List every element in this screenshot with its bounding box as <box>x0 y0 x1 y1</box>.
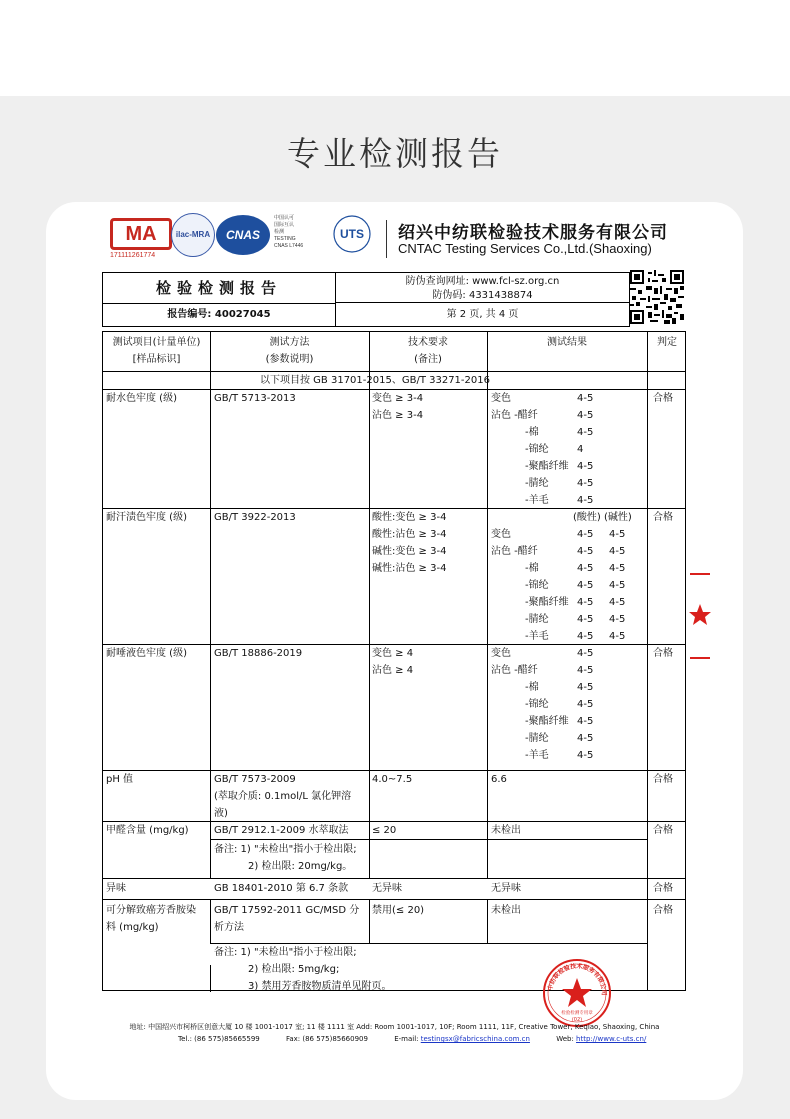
row-saliva-req <box>372 645 413 679</box>
row-amine-result: 未检出 <box>491 905 521 916</box>
row-odor-result: 无异味 <box>491 883 521 894</box>
page-heading: 专业检测报告 <box>287 134 503 173</box>
cnas-side-line: 国际互认 <box>274 222 295 228</box>
report-title: 检验检测报告 <box>103 273 336 304</box>
header-divider <box>386 220 387 258</box>
footer-email-link[interactable]: testingsx@fabricschina.com.cn <box>420 1035 530 1043</box>
official-stamp <box>542 958 612 1028</box>
row-ph-item: pH 值 <box>106 774 134 785</box>
result-acid: 4-5 <box>577 580 594 591</box>
cnas-side-line: TESTING <box>274 236 296 242</box>
row-saliva-item: 耐唾液色牢度 (级) <box>106 648 187 659</box>
result-alkaline: 4-5 <box>609 631 626 642</box>
note-line: 备注: 1) "未检出"指小于检出限; <box>214 947 357 958</box>
result-line <box>491 441 641 458</box>
result-value: 4-5 <box>577 733 594 744</box>
table-row-divider <box>103 878 686 879</box>
row-amine-item <box>106 902 196 936</box>
table-row-divider <box>103 899 686 900</box>
req-line: 沾色 ≥ 3-4 <box>372 410 424 421</box>
req-line: 沾色 ≥ 4 <box>372 665 414 676</box>
header-method-line2: (参数说明) <box>265 354 314 365</box>
result-label: 沾色 -醋纤 <box>491 410 538 421</box>
result-label: -腈纶 <box>525 614 549 625</box>
row-saliva-judge: 合格 <box>653 648 673 659</box>
row-sweat-req <box>372 509 446 577</box>
cma-mark: MA <box>110 218 172 250</box>
row-formaldehyde-req: ≤ 20 <box>372 825 397 836</box>
cnas-side-line: CNAS L7446 <box>274 243 304 249</box>
header-item-line2: [样品标识] <box>132 354 181 365</box>
result-line <box>491 577 641 594</box>
footer-address: 地址: 中国绍兴市柯桥区创意大厦 10 楼 1001-1017 室; 11 楼 1111 室 Add: Room 1001-1017, 10F; Room 1111, 11F, Creative Tower, Keqiao, Shaoxing, China <box>129 1023 660 1031</box>
row-ph-req: 4.0~7.5 <box>372 774 413 785</box>
row-formaldehyde-result: 未检出 <box>491 825 521 836</box>
result-value: 4-5 <box>577 750 594 761</box>
cnas-logo: CNAS <box>216 215 270 255</box>
report-number-value: 40027045 <box>214 309 271 320</box>
result-acid: 4-5 <box>577 546 594 557</box>
result-value: 4-5 <box>577 461 594 472</box>
result-head: (酸性) (碱性) <box>573 512 632 523</box>
result-alkaline: 4-5 <box>609 563 626 574</box>
table-col-divider <box>487 900 488 943</box>
ilac-mra-logo: ilac-MRA <box>171 213 215 257</box>
cnas-side-text <box>274 215 314 250</box>
row-saliva-result <box>491 645 641 764</box>
footer-web-link[interactable]: http://www.c-uts.cn/ <box>576 1035 647 1043</box>
header-judge: 判定 <box>657 337 677 348</box>
footer-fax: Fax: (86 575)85660909 <box>285 1035 368 1043</box>
result-acid: 4-5 <box>577 631 594 642</box>
method-line: GB/T 17592-2011 GC/MSD 分 <box>214 905 360 916</box>
anti-fake-code: 防伪码: 4331438874 <box>432 290 533 301</box>
result-value: 4-5 <box>577 665 594 676</box>
result-line <box>491 747 641 764</box>
stamp-code: (02) <box>571 1017 583 1023</box>
row-amine-judge: 合格 <box>653 905 673 916</box>
result-alkaline: 4-5 <box>609 546 626 557</box>
table-col-divider <box>487 332 488 878</box>
result-line <box>491 611 641 628</box>
result-line <box>491 475 641 492</box>
result-value: 4-5 <box>577 682 594 693</box>
result-label: -棉 <box>525 563 539 574</box>
result-value: 4-5 <box>577 393 594 404</box>
table-col-divider <box>210 332 211 878</box>
company-name-en: CNTAC Testing Services Co.,Ltd.(Shaoxing) <box>398 241 652 256</box>
result-line <box>491 543 641 560</box>
row-formaldehyde-notes <box>214 841 357 875</box>
row-ph-result: 6.6 <box>491 774 507 785</box>
result-line <box>491 628 641 645</box>
method-line: 析方法 <box>214 922 244 933</box>
table-col-divider <box>210 965 211 992</box>
note-line: 2) 检出限: 20mg/kg。 <box>248 861 353 872</box>
anti-fake-info <box>336 273 629 303</box>
result-label: 变色 <box>491 529 511 540</box>
row-odor-method: GB 18401-2010 第 6.7 条款 <box>214 883 349 894</box>
result-label: -棉 <box>525 682 539 693</box>
result-label: 沾色 -醋纤 <box>491 546 538 557</box>
req-line: 酸性:变色 ≥ 3-4 <box>372 512 447 523</box>
row-ph-method <box>214 771 351 822</box>
side-seal-star-icon <box>689 604 711 625</box>
result-line <box>491 407 641 424</box>
table-col-divider <box>369 900 370 943</box>
result-acid: 4-5 <box>577 529 594 540</box>
result-value: 4-5 <box>577 495 594 506</box>
row-saliva-method: GB/T 18886-2019 <box>214 648 303 659</box>
report-card <box>46 202 743 1100</box>
result-acid: 4-5 <box>577 597 594 608</box>
result-label: -锦纶 <box>525 699 549 710</box>
result-label: -锦纶 <box>525 444 549 455</box>
header-method <box>210 334 369 368</box>
result-value: 4-5 <box>577 699 594 710</box>
result-label: -腈纶 <box>525 733 549 744</box>
item-line: 可分解致癌芳香胺染 <box>106 905 196 916</box>
results-table <box>102 331 686 991</box>
result-label: -羊毛 <box>525 750 549 761</box>
footer-web-label: Web: <box>556 1035 574 1043</box>
result-label: -羊毛 <box>525 631 549 642</box>
req-line: 酸性:沾色 ≥ 3-4 <box>372 529 447 540</box>
header-req-line1: 技术要求 <box>408 337 448 348</box>
row-odor-judge: 合格 <box>653 883 673 894</box>
standard-note: 以下项目按 GB 31701-2015、GB/T 33271-2016 <box>260 375 490 386</box>
req-line: 变色 ≥ 4 <box>372 648 414 659</box>
row-water-method: GB/T 5713-2013 <box>214 393 296 404</box>
report-number <box>103 304 336 326</box>
footer-contacts <box>178 1035 743 1043</box>
method-line: 液) <box>214 808 228 819</box>
result-label: -羊毛 <box>525 495 549 506</box>
row-sweat-method: GB/T 3922-2013 <box>214 512 296 523</box>
result-line <box>491 730 641 747</box>
header-result: 测试结果 <box>547 337 587 348</box>
result-line <box>491 679 641 696</box>
row-ph-judge: 合格 <box>653 774 673 785</box>
table-col-divider <box>210 900 211 943</box>
cnas-side-line: 检测 <box>274 229 285 235</box>
row-amine-req: 禁用(≤ 20) <box>372 905 425 916</box>
cnas-side-line: 中国认可 <box>274 215 295 221</box>
row-water-req <box>372 390 423 424</box>
req-line: 碱性:变色 ≥ 3-4 <box>372 546 447 557</box>
result-line <box>491 696 641 713</box>
result-label: 变色 <box>491 393 511 404</box>
result-label: -聚酯纤维 <box>525 461 569 472</box>
note-line: 3) 禁用芳香胺物质清单见附页。 <box>248 981 392 992</box>
row-water-judge: 合格 <box>653 393 673 404</box>
result-label: -棉 <box>525 427 539 438</box>
side-seal-fragment <box>688 568 712 664</box>
result-value: 4-5 <box>577 648 594 659</box>
anti-fake-website: 防伪查询网址: www.fcl-sz.org.cn <box>405 276 560 287</box>
method-line: GB/T 7573-2009 <box>214 774 296 785</box>
stamp-star-icon <box>562 978 592 1007</box>
footer-email-label: E-mail: <box>394 1035 419 1043</box>
header-requirement <box>369 334 487 368</box>
result-head-line <box>491 509 641 526</box>
header-method-line1: 测试方法 <box>269 337 310 348</box>
cma-number: 171111261774 <box>110 252 156 259</box>
stamp-ring-text: 中纺联检验技术服务有限公司 <box>547 962 608 996</box>
uts-logo-text: UTS <box>340 227 364 241</box>
result-acid: 4-5 <box>577 614 594 625</box>
row-sweat-result <box>491 509 641 645</box>
result-line <box>491 662 641 679</box>
header-item <box>103 334 210 368</box>
report-document <box>102 202 687 1100</box>
row-water-result <box>491 390 641 509</box>
result-value: 4-5 <box>577 478 594 489</box>
item-line: 料 (mg/kg) <box>106 922 159 933</box>
row-amine-method <box>214 902 359 936</box>
result-label: -腈纶 <box>525 478 549 489</box>
result-label: -聚酯纤维 <box>525 716 569 727</box>
company-name-cn: 绍兴中纺联检验技术服务有限公司 <box>398 223 668 243</box>
result-alkaline: 4-5 <box>609 614 626 625</box>
row-sweat-item: 耐汗渍色牢度 (级) <box>106 512 187 523</box>
result-alkaline: 4-5 <box>609 597 626 608</box>
result-value: 4-5 <box>577 716 594 727</box>
uts-logo <box>332 214 372 254</box>
stamp-bottom-text: 检验检测专用章 <box>561 1011 593 1016</box>
row-formaldehyde-method: GB/T 2912.1-2009 水萃取法 <box>214 825 349 836</box>
result-alkaline: 4-5 <box>609 529 626 540</box>
result-value: 4-5 <box>577 410 594 421</box>
note-line: 2) 检出限: 5mg/kg; <box>248 964 340 975</box>
result-value: 4-5 <box>577 427 594 438</box>
table-col-divider <box>647 332 648 991</box>
report-header-table <box>102 272 630 327</box>
cma-logo <box>110 218 172 259</box>
qr-code[interactable] <box>630 270 684 324</box>
header-item-line1: 测试项目(计量单位) <box>112 337 201 348</box>
row-formaldehyde-item: 甲醛含量 (mg/kg) <box>106 825 189 836</box>
row-water-item: 耐水色牢度 (级) <box>106 393 177 404</box>
result-line <box>491 424 641 441</box>
row-odor-req: 无异味 <box>372 883 402 894</box>
result-line <box>491 492 641 509</box>
result-label: 变色 <box>491 648 511 659</box>
row-amine-notes <box>214 944 391 995</box>
method-line: (萃取介质: 0.1mol/L 氯化钾溶 <box>214 791 352 802</box>
result-alkaline: 4-5 <box>609 580 626 591</box>
result-acid: 4-5 <box>577 563 594 574</box>
table-row-divider <box>210 839 647 840</box>
result-label: 沾色 -醋纤 <box>491 665 538 676</box>
footer-tel: Tel.: (86 575)85665599 <box>178 1035 260 1043</box>
table-col-divider <box>369 332 370 878</box>
result-line <box>491 526 641 543</box>
report-number-label: 报告编号: <box>167 309 212 320</box>
req-line: 变色 ≥ 3-4 <box>372 393 424 404</box>
result-line <box>491 560 641 577</box>
result-line <box>491 390 641 407</box>
row-formaldehyde-judge: 合格 <box>653 825 673 836</box>
note-line: 备注: 1) "未检出"指小于检出限; <box>214 844 357 855</box>
result-value: 4 <box>577 444 584 455</box>
req-line: 碱性:沾色 ≥ 3-4 <box>372 563 447 574</box>
page-info: 第 2 页, 共 4 页 <box>446 309 519 320</box>
result-line <box>491 458 641 475</box>
result-line <box>491 645 641 662</box>
result-label: -聚酯纤维 <box>525 597 569 608</box>
result-line <box>491 594 641 611</box>
result-line <box>491 713 641 730</box>
header-req-line2: (备注) <box>414 354 442 365</box>
result-label: -锦纶 <box>525 580 549 591</box>
row-sweat-judge: 合格 <box>653 512 673 523</box>
row-odor-item: 异味 <box>106 883 126 894</box>
